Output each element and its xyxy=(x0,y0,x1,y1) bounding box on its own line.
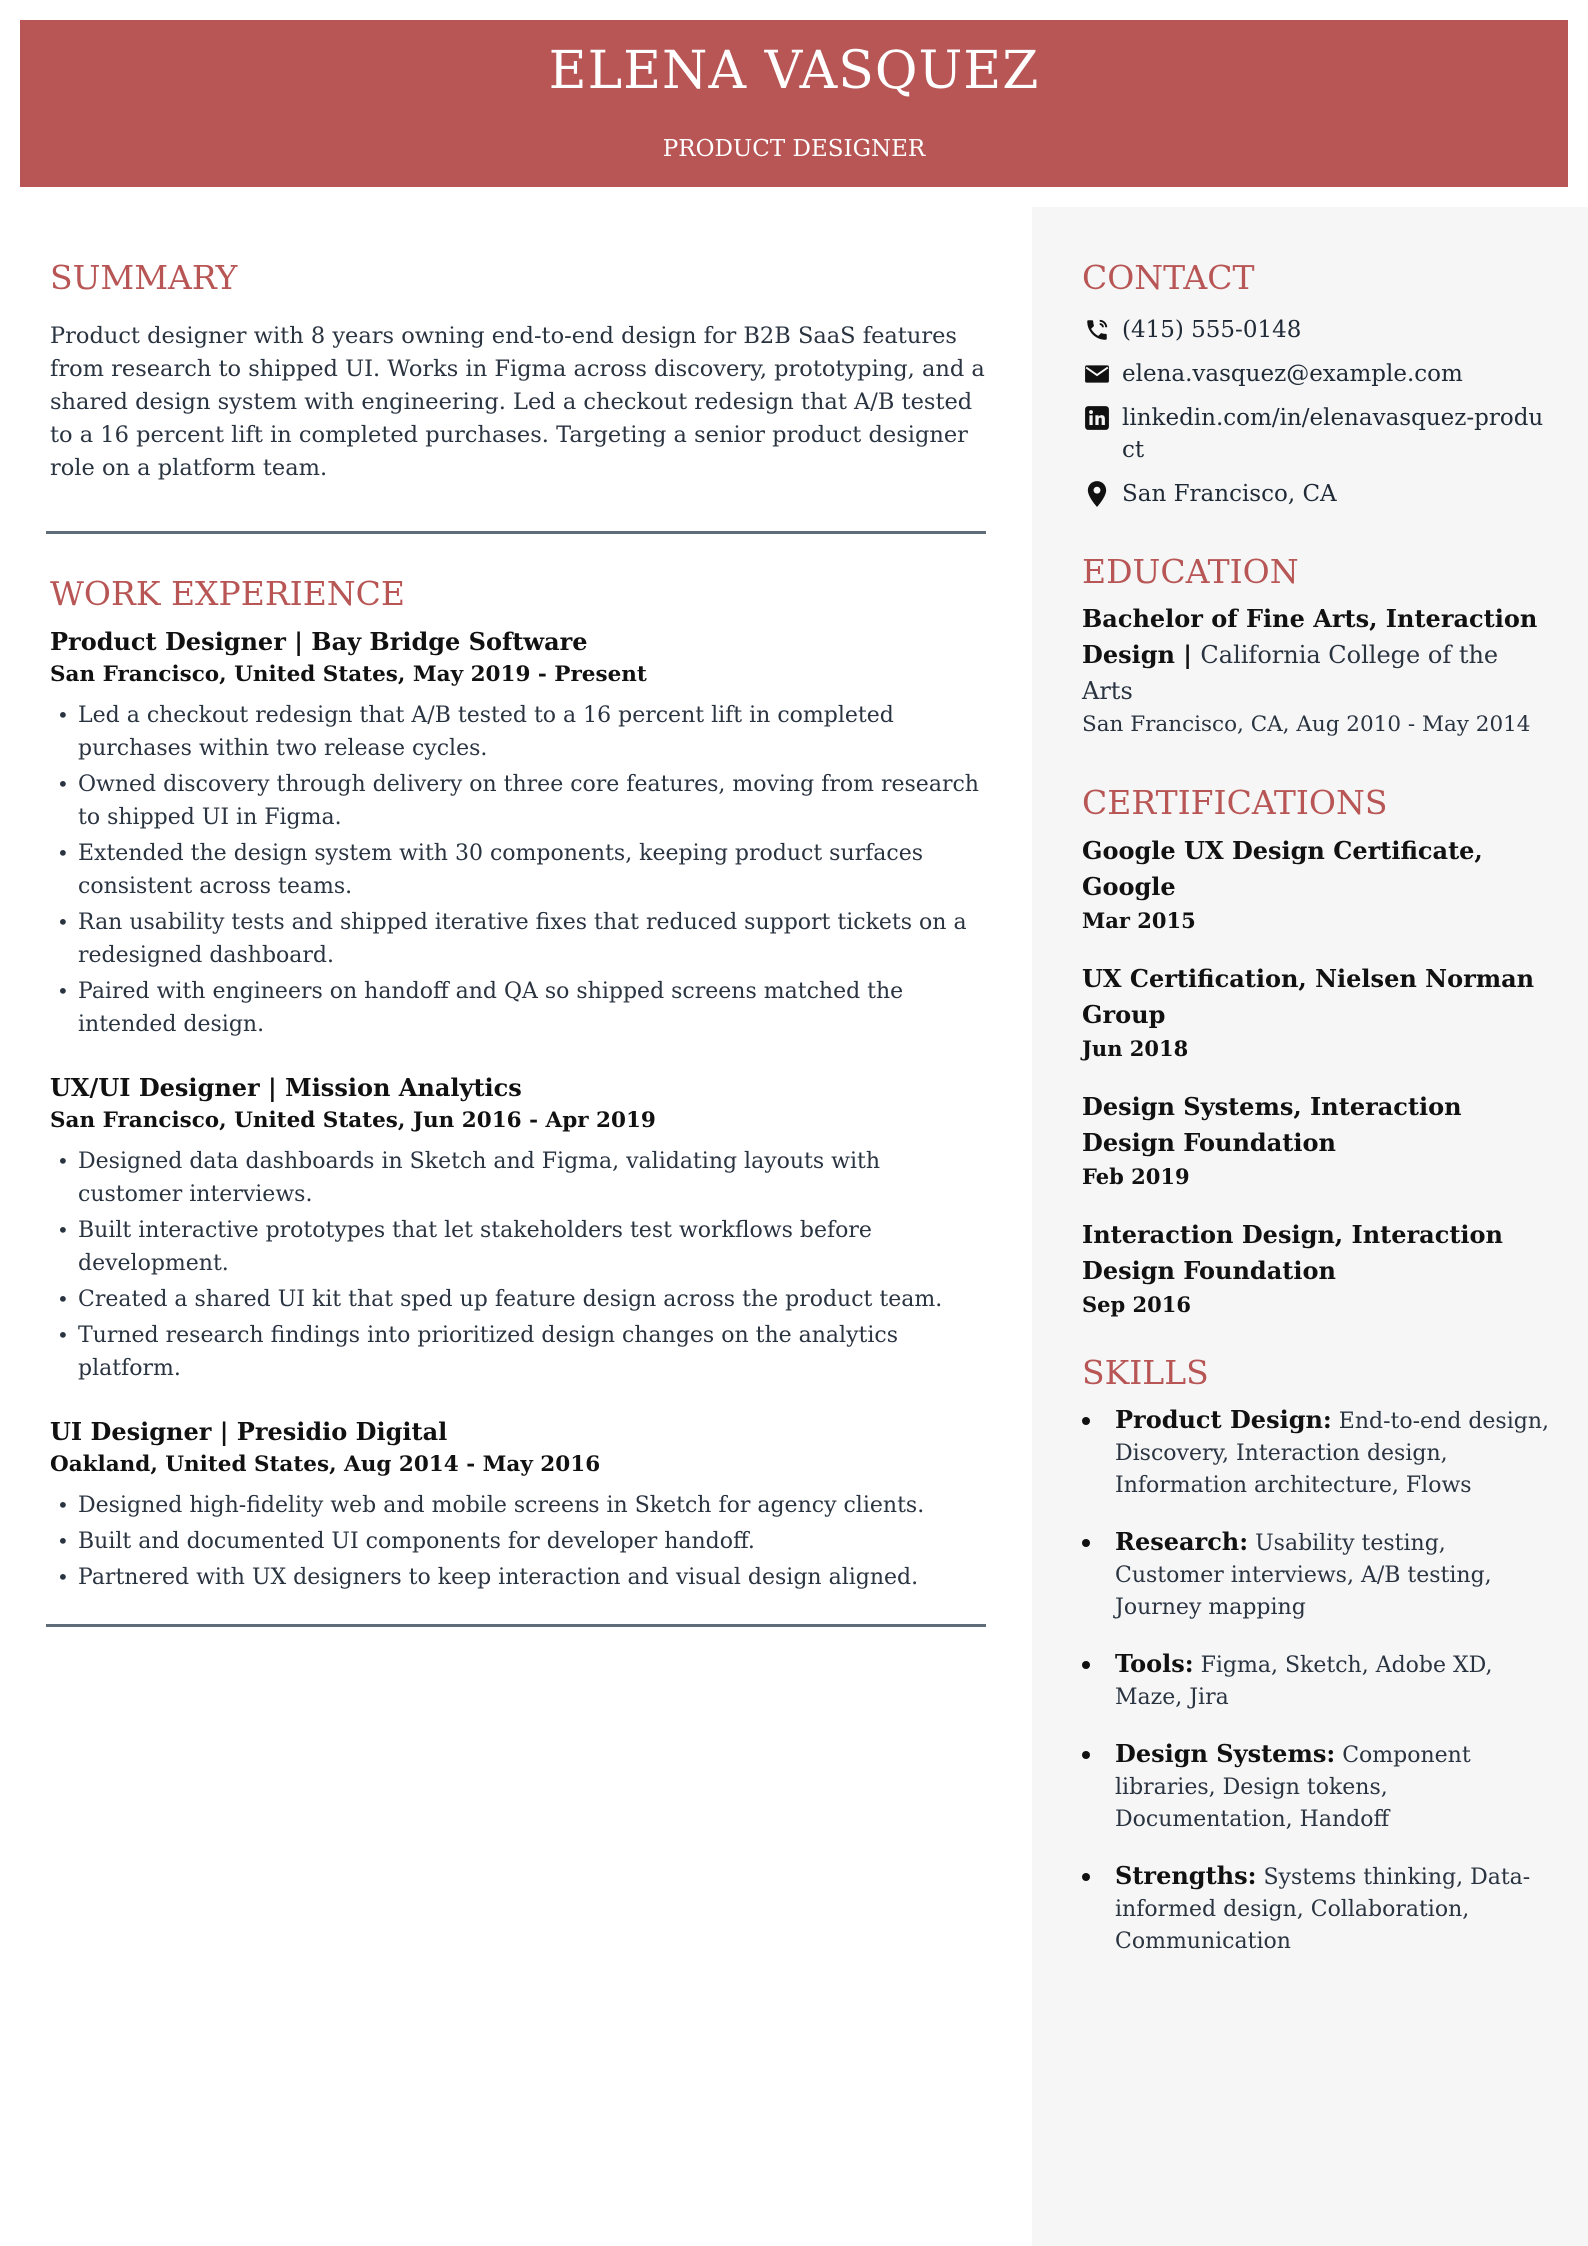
bullet-dot-icon: • xyxy=(57,910,69,935)
email-icon xyxy=(1082,358,1112,390)
location-pin-icon xyxy=(1082,478,1112,510)
job-bullet-text: Designed data dashboards in Sketch and Figma, validating layouts with customer interviews. xyxy=(78,1149,881,1208)
job-bullet-text: Extended the design system with 30 components, keeping product surfaces consistent across teams. xyxy=(78,841,924,900)
section-title-certifications: CERTIFICATIONS xyxy=(1082,783,1388,823)
skill-text: Usability testing, Customer interviews, A/B testing, Journey mapping xyxy=(1115,1531,1492,1621)
job-bullets xyxy=(50,699,985,1041)
job-bullet xyxy=(50,1561,985,1594)
skills-section xyxy=(1082,1353,1552,1959)
skill-item xyxy=(1082,1648,1552,1714)
bullet-dot-icon xyxy=(1082,1751,1090,1759)
skill-text: Component libraries, Design tokens, Documentation, Handoff xyxy=(1115,1743,1471,1833)
skills-list xyxy=(1082,1404,1552,1958)
job-bullet-text: Ran usability tests and shipped iterative fixes that reduced support tickets on a redesigned dashboard. xyxy=(78,910,967,969)
section-title-work-experience: WORK EXPERIENCE xyxy=(50,573,406,613)
certification-date: Sep 2016 xyxy=(1082,1291,1191,1317)
resume-header xyxy=(20,20,1568,187)
bullet-dot-icon: • xyxy=(57,1287,69,1312)
job-meta: San Francisco, United States, Jun 2016 - Apr 2019 xyxy=(50,1108,656,1134)
job-bullet xyxy=(50,837,985,903)
job-title: UI Designer | Presidio Digital xyxy=(50,1417,448,1447)
job-title: UX/UI Designer | Mission Analytics xyxy=(50,1073,522,1103)
phone-icon xyxy=(1082,314,1112,346)
bullet-dot-icon: • xyxy=(57,772,69,797)
job-meta: San Francisco, United States, May 2019 - Present xyxy=(50,662,647,688)
certification-name: Design Systems, Interaction Design Foundation xyxy=(1082,1091,1462,1157)
job-bullet-text: Built and documented UI components for developer handoff. xyxy=(78,1529,755,1555)
bullet-dot-icon: • xyxy=(57,1218,69,1243)
section-title-summary: SUMMARY xyxy=(50,258,238,297)
candidate-name: ELENA VASQUEZ xyxy=(548,41,1040,101)
certification-item xyxy=(1082,833,1552,937)
job-entry xyxy=(50,1071,985,1385)
certification-item xyxy=(1082,1217,1552,1321)
certification-date: Mar 2015 xyxy=(1082,907,1196,933)
job-title: Product Designer | Bay Bridge Software xyxy=(50,627,588,657)
job-bullet xyxy=(50,1489,985,1522)
certification-item xyxy=(1082,1089,1552,1193)
bullet-dot-icon xyxy=(1082,1661,1090,1669)
education-separator: | xyxy=(1174,640,1201,670)
job-bullet-text: Created a shared UI kit that sped up feature design across the product team. xyxy=(78,1287,943,1313)
job-bullet-text: Owned discovery through delivery on three core features, moving from research to shipped UI in Figma. xyxy=(78,772,979,831)
job-bullet-text: Led a checkout redesign that A/B tested to a 16 percent lift in completed purchases within two release cycles. xyxy=(78,703,894,762)
job-bullet xyxy=(50,768,985,834)
skill-item xyxy=(1082,1404,1552,1502)
section-divider xyxy=(46,1624,986,1627)
job-bullet-text: Built interactive prototypes that let stakeholders test workflows before development. xyxy=(78,1218,872,1277)
skill-label: Strengths: xyxy=(1115,1861,1257,1891)
sidebar-column xyxy=(1082,258,1552,1982)
work-experience-section xyxy=(50,574,985,1595)
contact-section xyxy=(1082,258,1552,510)
bullet-dot-icon xyxy=(1082,1539,1090,1547)
bullet-dot-icon: • xyxy=(57,1323,69,1348)
certification-date: Jun 2018 xyxy=(1082,1035,1189,1061)
email-text[interactable]: elena.vasquez@example.com xyxy=(1122,360,1463,387)
job-bullet-text: Paired with engineers on handoff and QA so shipped screens matched the intended design. xyxy=(78,979,904,1038)
certification-name: Google UX Design Certificate, Google xyxy=(1082,835,1483,901)
job-bullets xyxy=(50,1489,985,1594)
skill-label: Design Systems: xyxy=(1115,1739,1336,1769)
section-title-skills: SKILLS xyxy=(1082,1352,1209,1392)
job-bullet xyxy=(50,1145,985,1211)
bullet-dot-icon: • xyxy=(57,979,69,1004)
job-entry xyxy=(50,625,985,1041)
bullet-dot-icon: • xyxy=(57,1149,69,1174)
job-bullet xyxy=(50,1283,985,1316)
education-meta: San Francisco, CA, Aug 2010 - May 2014 xyxy=(1082,712,1531,738)
skill-label: Research: xyxy=(1115,1527,1249,1557)
bullet-dot-icon: • xyxy=(57,1565,69,1590)
skill-item xyxy=(1082,1526,1552,1624)
skill-text: End-to-end design, Discovery, Interaction design, Information architecture, Flows xyxy=(1115,1409,1549,1499)
location-text: San Francisco, CA xyxy=(1122,480,1337,507)
job-bullet xyxy=(50,699,985,765)
certification-name: UX Certification, Nielsen Norman Group xyxy=(1082,963,1535,1029)
job-bullet xyxy=(50,906,985,972)
phone-text[interactable]: (415) 555-0148 xyxy=(1122,316,1302,343)
job-bullet xyxy=(50,975,985,1041)
job-bullet xyxy=(50,1214,985,1280)
section-title-education: EDUCATION xyxy=(1082,551,1299,591)
certification-item xyxy=(1082,961,1552,1065)
job-bullets xyxy=(50,1145,985,1385)
bullet-dot-icon: • xyxy=(57,1529,69,1554)
skill-item xyxy=(1082,1860,1552,1958)
bullet-dot-icon xyxy=(1082,1417,1090,1425)
job-bullet xyxy=(50,1319,985,1385)
main-column xyxy=(50,258,985,1627)
education-degree: Bachelor of Fine Arts, Interaction Design xyxy=(1082,604,1538,670)
skill-item xyxy=(1082,1738,1552,1836)
contact-linkedin xyxy=(1082,402,1552,466)
education-section xyxy=(1082,552,1552,742)
job-meta: Oakland, United States, Aug 2014 - May 2016 xyxy=(50,1452,601,1478)
candidate-role: PRODUCT DESIGNER xyxy=(662,136,926,162)
certifications-section xyxy=(1082,783,1552,1321)
job-bullet-text: Partnered with UX designers to keep interaction and visual design aligned. xyxy=(78,1565,919,1591)
job-bullet xyxy=(50,1525,985,1558)
skill-text: Systems thinking, Data-informed design, Collaboration, Communication xyxy=(1115,1865,1531,1955)
summary-text: Product designer with 8 years owning end-to-end design for B2B SaaS features from research to shipped UI. Works in Figma across discovery, prototyping, and a shared design system with engineering. Led a checkout redesign that A/B tested to a 16 percent lift in completed purchases. Targeting a senior product designer role on a platform team. xyxy=(50,322,985,481)
bullet-dot-icon xyxy=(1082,1873,1090,1881)
skill-label: Product Design: xyxy=(1115,1405,1332,1435)
job-entry xyxy=(50,1415,985,1594)
skill-label: Tools: xyxy=(1115,1649,1194,1679)
section-title-contact: CONTACT xyxy=(1082,258,1255,297)
linkedin-text[interactable]: linkedin.com/in/elenavasquez-product xyxy=(1122,404,1544,463)
skill-text: Figma, Sketch, Adobe XD, Maze, Jira xyxy=(1115,1653,1493,1711)
linkedin-icon xyxy=(1082,402,1112,434)
certification-name: Interaction Design, Interaction Design Foundation xyxy=(1082,1219,1504,1285)
contact-phone xyxy=(1082,314,1552,346)
bullet-dot-icon: • xyxy=(57,1493,69,1518)
job-bullet-text: Turned research findings into prioritized design changes on the analytics platform. xyxy=(78,1323,898,1382)
education-school: California College of the Arts xyxy=(1082,641,1499,706)
section-divider xyxy=(46,531,986,534)
education-degree-line xyxy=(1082,601,1552,709)
certification-date: Feb 2019 xyxy=(1082,1163,1190,1189)
contact-location xyxy=(1082,478,1552,510)
contact-email xyxy=(1082,358,1552,390)
bullet-dot-icon: • xyxy=(57,703,69,728)
summary-section xyxy=(50,258,985,485)
job-bullet-text: Designed high-fidelity web and mobile screens in Sketch for agency clients. xyxy=(78,1493,925,1519)
bullet-dot-icon: • xyxy=(57,841,69,866)
